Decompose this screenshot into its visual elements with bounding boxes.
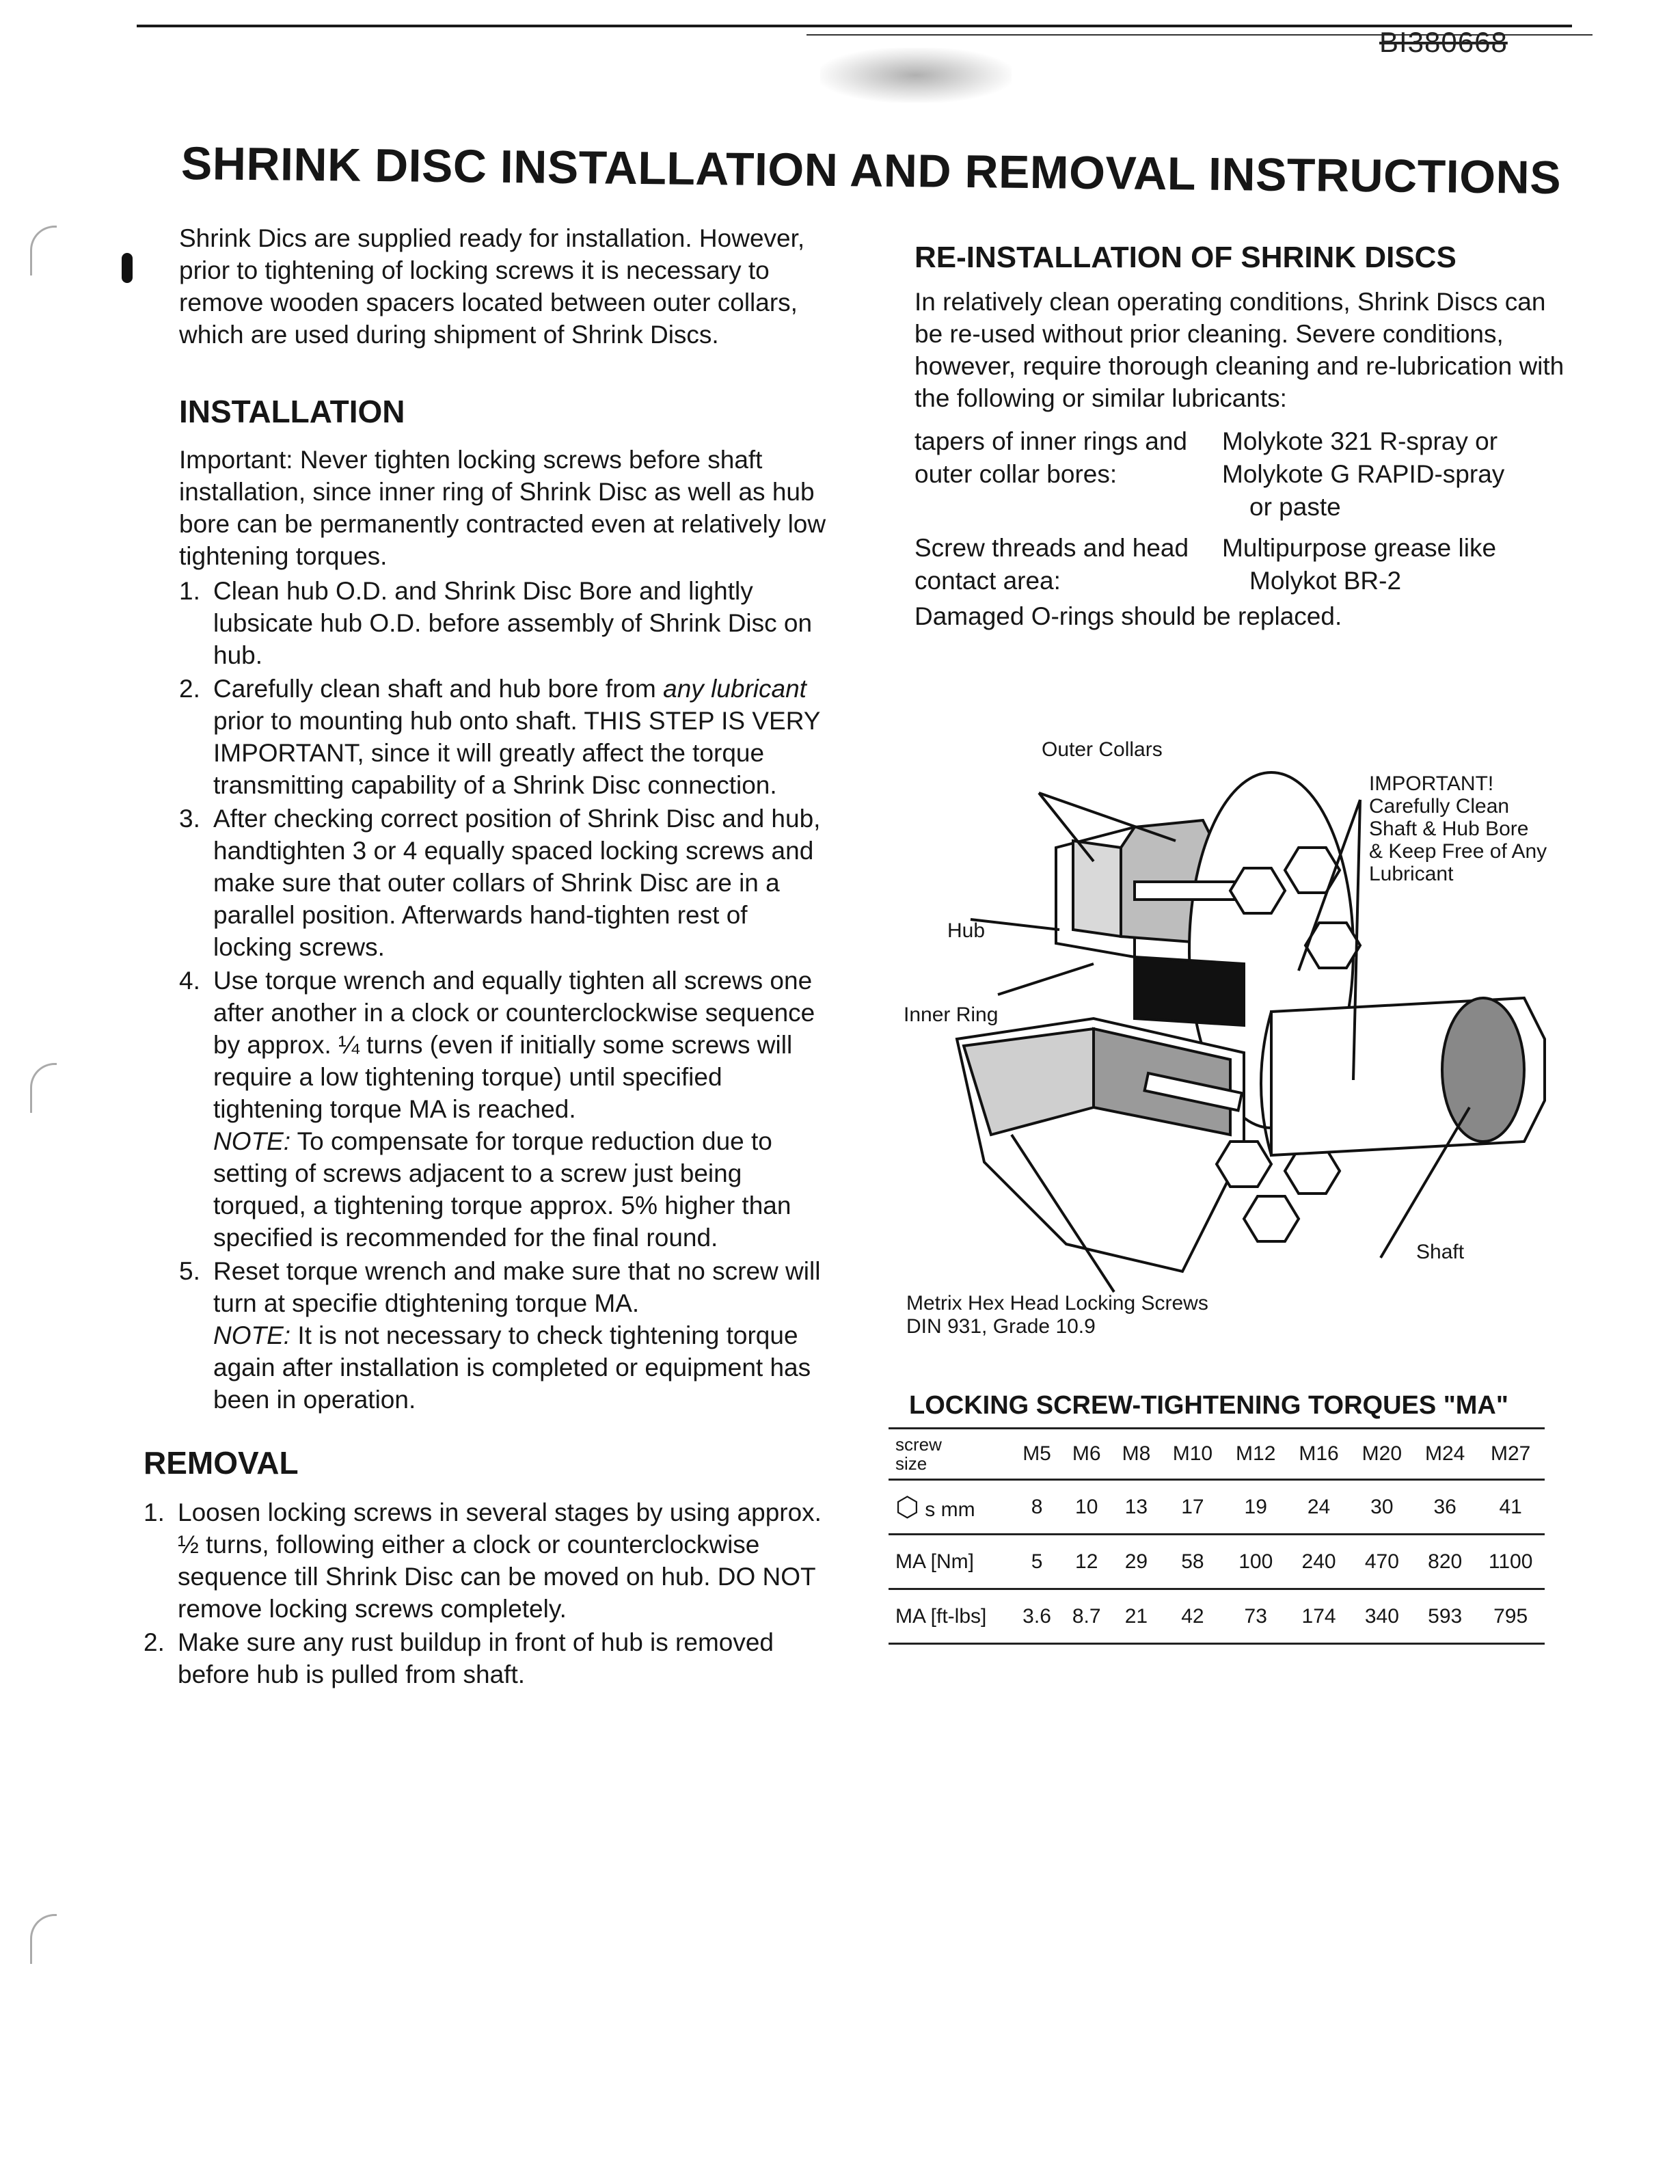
lubricant-line: Multipurpose grease like xyxy=(1222,534,1497,562)
label-inner-ring: Inner Ring xyxy=(904,1003,999,1026)
label-hub: Hub xyxy=(947,919,986,942)
hexagon-icon: ⬡ xyxy=(895,1492,919,1522)
reinstallation-heading: RE-INSTALLATION OF SHRINK DISCS xyxy=(914,241,1457,274)
orings-note: Damaged O-rings should be replaced. xyxy=(914,602,1342,630)
top-rule xyxy=(137,25,1572,27)
table-cell: 21 xyxy=(1111,1589,1161,1644)
binder-hole-mark xyxy=(30,1063,57,1113)
table-row xyxy=(889,1429,1545,1480)
scan-smudge xyxy=(820,48,1012,103)
leader-inner-ring xyxy=(998,964,1094,995)
screw-head xyxy=(1285,848,1340,893)
note-label: NOTE: xyxy=(213,1127,291,1155)
outer-collar-upper xyxy=(1073,841,1121,936)
lubricant-line: Molykot BR-2 xyxy=(1249,567,1402,595)
right-column xyxy=(914,241,1571,632)
installation-important: Important: Never tighten locking screws before shaft installation, since inner ring of Shrink Disc as well as hub bore can be permanently contracted even at relatively low tightening torques. xyxy=(179,446,826,570)
list-item xyxy=(179,575,828,671)
step-number: 1. xyxy=(179,577,200,605)
binder-hole-mark xyxy=(30,226,57,275)
row-label: s mm xyxy=(925,1498,975,1521)
label-important-line: Lubricant xyxy=(1369,863,1454,885)
step-emphasis: any lubricant xyxy=(663,675,807,703)
table-cell: M5 xyxy=(1012,1429,1062,1480)
note-text: It is not necessary to check tightening torque again after installation is completed or equipment has been in operation. xyxy=(213,1321,811,1414)
table-cell: M20 xyxy=(1351,1429,1413,1480)
label-important-line: & Keep Free of Any xyxy=(1369,840,1547,863)
table-cell: M27 xyxy=(1476,1429,1545,1480)
header-label: screw xyxy=(895,1434,942,1455)
table-cell: 24 xyxy=(1287,1480,1350,1535)
table-cell: 29 xyxy=(1111,1535,1161,1589)
lubricant-row xyxy=(914,425,1571,524)
installation-steps xyxy=(179,575,828,1416)
table-cell: M12 xyxy=(1224,1429,1287,1480)
note-label: NOTE: xyxy=(213,1321,291,1349)
table-cell: 1100 xyxy=(1476,1535,1545,1589)
screw-head xyxy=(1217,1142,1271,1187)
list-item xyxy=(179,803,828,963)
table-row-header: MA [Nm] xyxy=(889,1535,1012,1589)
label-screws: Metrix Hex Head Locking Screws xyxy=(906,1292,1208,1315)
margin-mark xyxy=(122,253,133,283)
table-cell: 12 xyxy=(1061,1535,1111,1589)
table-row-header xyxy=(889,1429,1012,1480)
step-text: Use torque wrench and equally tighten all screws one after another in a clock or counterclockwise sequence by approx. ¼ turns (even if initially some screws will require a low tightening torque) until specified tightening torque MA is reached. xyxy=(213,967,815,1123)
table-cell: 42 xyxy=(1161,1589,1224,1644)
lubricant-row xyxy=(914,532,1571,597)
label-shaft: Shaft xyxy=(1416,1241,1465,1263)
torque-table-title: LOCKING SCREW-TIGHTENING TORQUES "MA" xyxy=(909,1391,1508,1420)
lubricant-line: or paste xyxy=(1249,493,1341,521)
list-item xyxy=(179,1255,828,1416)
list-item xyxy=(144,1626,828,1690)
lubricant-line: Molykote 321 R-spray or xyxy=(1222,427,1498,455)
lubricant-location: Screw threads and head contact area: xyxy=(914,534,1189,595)
step-text: Clean hub O.D. and Shrink Disc Bore and lightly lubsicate hub O.D. before assembly of Shrink Disc on hub. xyxy=(213,577,813,669)
table-cell: 58 xyxy=(1161,1535,1224,1589)
table-cell: 41 xyxy=(1476,1480,1545,1535)
table-cell: M24 xyxy=(1413,1429,1476,1480)
lubricant-product xyxy=(1222,425,1571,524)
table-cell: M16 xyxy=(1287,1429,1350,1480)
table-cell: 100 xyxy=(1224,1535,1287,1589)
step-text: Make sure any rust buildup in front of hub is removed before hub is pulled from shaft. xyxy=(178,1628,774,1688)
removal-steps xyxy=(144,1496,828,1690)
table-cell: 10 xyxy=(1061,1480,1111,1535)
step-text: Reset torque wrench and make sure that no screw will turn at specifie dtightening torque MA. xyxy=(213,1257,821,1317)
screw-head xyxy=(1244,1196,1299,1241)
screw-head xyxy=(1230,868,1285,913)
table-row-header xyxy=(889,1480,1012,1535)
table-cell: 73 xyxy=(1224,1589,1287,1644)
step-number: 1. xyxy=(144,1498,165,1526)
lubricant-line: Molykote G RAPID-spray xyxy=(1222,460,1505,488)
left-column xyxy=(144,222,828,1692)
table-cell: 820 xyxy=(1413,1535,1476,1589)
table-cell: M10 xyxy=(1161,1429,1224,1480)
reinstallation-intro: In relatively clean operating conditions, Shrink Discs can be re-used without prior cleaning. Severe conditions, however, require thorough cleaning and re-lubrication with the following or similar lubricants: xyxy=(914,288,1564,412)
table-cell: 795 xyxy=(1476,1589,1545,1644)
label-important-line: Carefully Clean xyxy=(1369,795,1510,818)
binder-hole-mark xyxy=(30,1914,57,1964)
step-number: 5. xyxy=(179,1257,200,1285)
table-cell: 13 xyxy=(1111,1480,1161,1535)
header-label: size xyxy=(895,1453,927,1474)
step-text: After checking correct position of Shrink Disc and hub, handtighten 3 or 4 equally spaced locking screws and make sure that outer collars of Shrink Disc are in a parallel position. Afterwards hand-tighten rest of locking screws. xyxy=(213,805,821,961)
step-number: 3. xyxy=(179,805,200,833)
table-cell: 340 xyxy=(1351,1589,1413,1644)
document-id: BI380668 xyxy=(1379,26,1508,58)
table-cell: 593 xyxy=(1413,1589,1476,1644)
inner-ring-band xyxy=(1135,957,1244,1025)
label-important: IMPORTANT! xyxy=(1369,772,1494,795)
intro-paragraph: Shrink Dics are supplied ready for installation. However, prior to tightening of locking screws it is necessary to remove wooden spacers located between outer collars, which are used during shipment of Shrink Discs. xyxy=(179,224,805,349)
table-cell: 36 xyxy=(1413,1480,1476,1535)
page-title: SHRINK DISC INSTALLATION AND REMOVAL INSTRUCTIONS xyxy=(180,137,1562,204)
table-cell: M8 xyxy=(1111,1429,1161,1480)
list-item xyxy=(144,1496,828,1625)
table-row xyxy=(889,1535,1545,1589)
table-cell: 470 xyxy=(1351,1535,1413,1589)
installation-heading: INSTALLATION xyxy=(179,394,405,429)
lubricant-location: tapers of inner rings and outer collar bores: xyxy=(914,427,1188,488)
lubricant-product xyxy=(1222,532,1571,597)
label-outer-collars: Outer Collars xyxy=(1042,738,1163,761)
removal-heading: REMOVAL xyxy=(144,1445,299,1481)
step-number: 2. xyxy=(144,1628,165,1656)
label-important-line: Shaft & Hub Bore xyxy=(1369,818,1529,840)
table-cell: 8 xyxy=(1012,1480,1062,1535)
table-cell: 240 xyxy=(1287,1535,1350,1589)
table-row-header: MA [ft-lbs] xyxy=(889,1589,1012,1644)
locking-screw xyxy=(1135,882,1244,900)
shaft-end xyxy=(1442,998,1524,1142)
table-cell: 8.7 xyxy=(1061,1589,1111,1644)
step-number: 4. xyxy=(179,967,200,995)
table-cell: 30 xyxy=(1351,1480,1413,1535)
torque-table xyxy=(889,1427,1545,1645)
table-cell: 19 xyxy=(1224,1480,1287,1535)
step-text: Carefully clean shaft and hub bore from xyxy=(213,675,664,703)
table-cell: 174 xyxy=(1287,1589,1350,1644)
step-text: Loosen locking screws in several stages by using approx. ½ turns, following either a clock or counterclockwise sequence till Shrink Disc can be moved on hub. DO NOT remove locking screws completely. xyxy=(178,1498,822,1623)
table-cell: 3.6 xyxy=(1012,1589,1062,1644)
step-text: prior to mounting hub onto shaft. THIS STEP IS VERY IMPORTANT, since it will greatly affect the torque transmitting capability of a Shrink Disc connection. xyxy=(213,707,820,799)
list-item xyxy=(179,965,828,1254)
label-screws-spec: DIN 931, Grade 10.9 xyxy=(906,1315,1096,1338)
note-text: To compensate for torque reduction due to setting of screws adjacent to a screw just being torqued, a tightening torque approx. 5% higher than specified is recommended for the final round. xyxy=(213,1127,791,1252)
table-row xyxy=(889,1589,1545,1644)
step-number: 2. xyxy=(179,675,200,703)
table-cell: 17 xyxy=(1161,1480,1224,1535)
list-item xyxy=(179,673,828,801)
table-cell: M6 xyxy=(1061,1429,1111,1480)
table-row xyxy=(889,1480,1545,1535)
torque-table-section xyxy=(889,1391,1545,1645)
table-cell: 5 xyxy=(1012,1535,1062,1589)
